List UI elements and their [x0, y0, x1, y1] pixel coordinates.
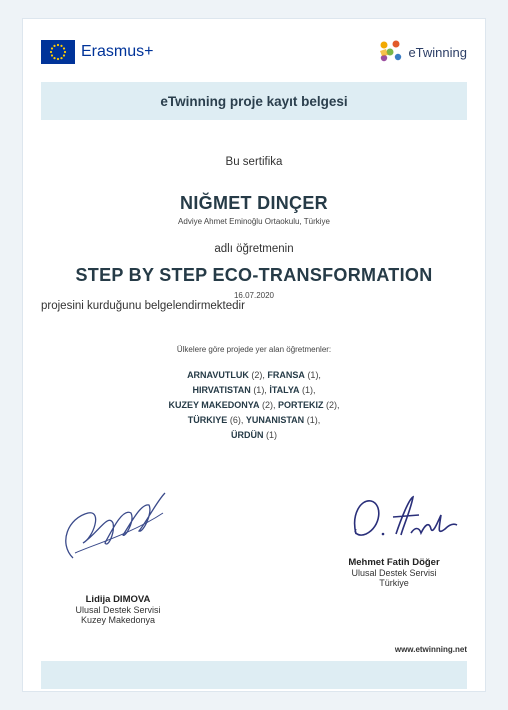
footer-band	[41, 661, 467, 689]
etwinning-label: eTwinning	[408, 44, 467, 60]
country-count: (1),	[253, 385, 267, 395]
signature-left	[43, 594, 193, 625]
teacher-name: NIĞMET DINÇER	[180, 193, 328, 213]
country-count: (6),	[229, 415, 244, 425]
country-name: İTALYA	[269, 385, 300, 395]
country-name: FRANSA	[267, 370, 305, 380]
school-name: Adviye Ahmet Eminoğlu Ortaokulu, Türkiye	[178, 217, 330, 226]
etwinning-logo	[377, 39, 467, 65]
signature-right	[319, 557, 469, 588]
teacher-of-text: adlı öğretmenin	[214, 243, 294, 255]
country-name: ARNAVUTLUK	[187, 370, 249, 380]
signature-left-name: Lidija DIMOVA	[85, 594, 151, 605]
project-date: 16.07.2020	[233, 291, 275, 300]
statement-text: projesini kurduğunu belgelendirmektedir	[41, 300, 245, 312]
country-count: (2),	[326, 400, 340, 410]
signature-right-name: Mehmet Fatih Döğer	[348, 557, 440, 568]
country-name: PORTEKIZ	[278, 400, 324, 410]
country-name: ÜRDÜN	[230, 430, 264, 440]
erasmus-label: Erasmus+	[81, 43, 154, 60]
country-name: HIRVATISTAN	[192, 385, 251, 395]
country-count: (2),	[251, 370, 265, 380]
website-link[interactable]: www.etwinning.net	[394, 645, 467, 654]
countries-intro: Ülkelere göre projede yer alan öğretmenler:	[176, 345, 332, 354]
certificate-page	[22, 18, 486, 692]
country-count: (2),	[261, 400, 276, 410]
signature-left-image	[53, 483, 173, 573]
country-name: KUZEY MAKEDONYA	[168, 400, 260, 410]
intro-text: Bu sertifika	[225, 156, 283, 168]
signature-right-line2: Türkiye	[379, 578, 409, 588]
etwinning-people-icon	[377, 39, 405, 65]
signature-right-image	[341, 489, 461, 549]
country-count: (1),	[302, 385, 316, 395]
signature-right-line1: Ulusal Destek Servisi	[351, 568, 437, 578]
project-title: STEP BY STEP ECO-TRANSFORMATION	[75, 265, 433, 285]
country-count: (1),	[306, 415, 321, 425]
signature-left-line2: Kuzey Makedonya	[80, 615, 156, 625]
title-band	[41, 82, 467, 120]
country-name: TÜRKIYE	[187, 415, 228, 425]
countries-list	[23, 368, 485, 443]
country-name: YUNANISTAN	[245, 415, 305, 425]
country-count: (1),	[307, 370, 321, 380]
signature-left-line1: Ulusal Destek Servisi	[75, 605, 161, 615]
erasmus-logo	[41, 37, 161, 67]
eu-flag-icon	[41, 40, 75, 64]
country-count: (1)	[266, 430, 277, 440]
certificate-title: eTwinning proje kayıt belgesi	[160, 93, 348, 109]
